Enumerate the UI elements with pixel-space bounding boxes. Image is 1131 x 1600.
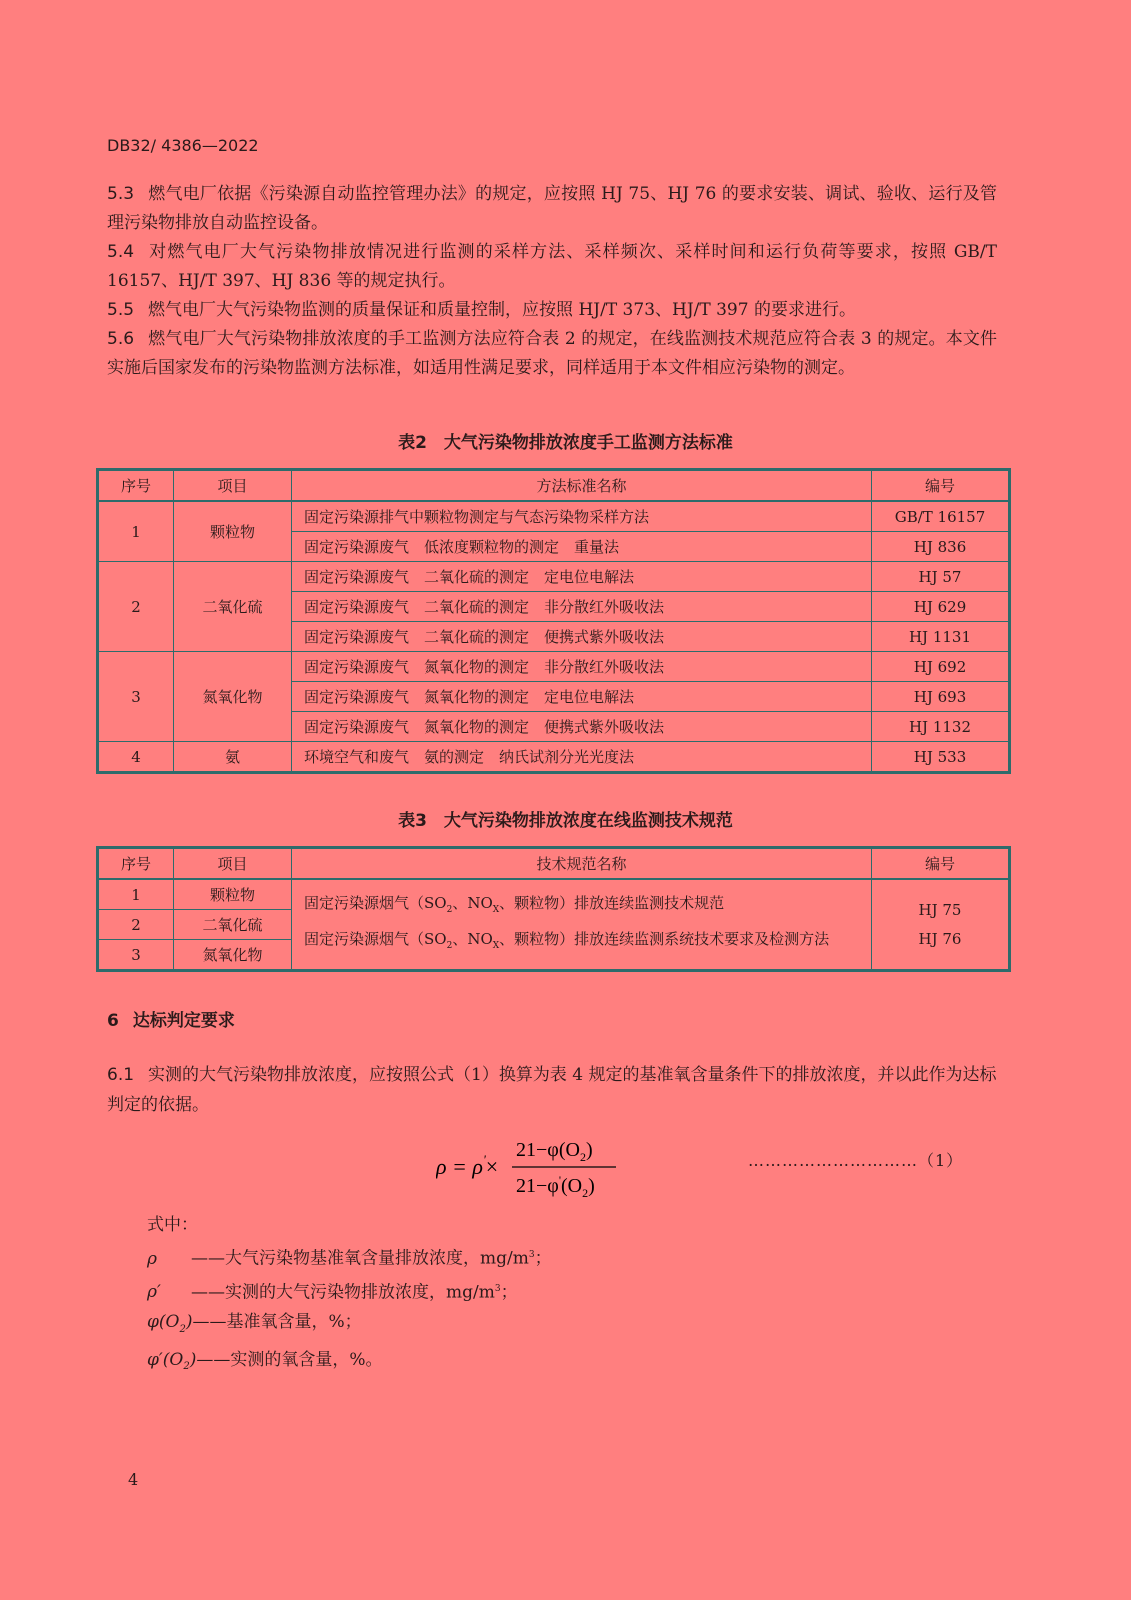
row-item: 二氧化硫 xyxy=(174,910,292,940)
spec-name-1: 固定污染源烟气（$SO_2$、$NO_X$、颗粒物）排放连续监测技术规范 xyxy=(304,893,725,915)
spec-name-2: 固定污染源烟气（$SO_2$、$NO_X$、颗粒物）排放连续监测系统技术要求及检测方法 xyxy=(304,929,830,951)
row-no: 1 xyxy=(98,879,174,910)
row-method: 固定污染源废气 氮氧化物的测定 定电位电解法 xyxy=(292,682,872,712)
row-method: 固定污染源废气 氮氧化物的测定 非分散红外吸收法 xyxy=(292,652,872,682)
row-method: 环境空气和废气 氨的测定 纳氏试剂分光光度法 xyxy=(292,742,872,773)
row-code: HJ 836 xyxy=(872,532,1010,562)
where-label: 式中： xyxy=(147,1215,198,1235)
row-item: 氮氧化物 xyxy=(174,652,292,742)
clauses xyxy=(107,180,997,383)
table-row xyxy=(98,652,1010,682)
definition-rho-prime: ρ′ ——实测的大气污染物排放浓度，$mg/m^3$； xyxy=(147,1282,518,1303)
col-header-code: 编号 xyxy=(872,848,1010,880)
row-method: 固定污染源排气中颗粒物测定与气态污染物采样方法 xyxy=(292,501,872,532)
row-no: 3 xyxy=(98,652,174,742)
row-code: HJ 693 xyxy=(872,682,1010,712)
col-header-no: 序号 xyxy=(98,848,174,880)
section-6-heading: 6 达标判定要求 xyxy=(107,1011,235,1031)
row-item: 颗粒物 xyxy=(174,501,292,562)
row-method: 固定污染源废气 二氧化硫的测定 定电位电解法 xyxy=(292,562,872,592)
col-header-item: 项目 xyxy=(174,848,292,880)
col-header-code: 编号 xyxy=(872,470,1010,502)
row-code: HJ 1131 xyxy=(872,622,1010,652)
row-code: HJ 1132 xyxy=(872,712,1010,742)
spec-codes xyxy=(872,879,1010,971)
formula-definitions xyxy=(147,1210,552,1382)
row-code: GB/T 16157 xyxy=(872,501,1010,532)
clause-5-4: 5.4 对燃气电厂大气污染物排放情况进行监测的采样方法、采样频次、采样时间和运行负荷等要求，按照 GB/T 16157、HJ/T 397、HJ 836 等的规定执行。 xyxy=(107,242,997,291)
row-item: 氮氧化物 xyxy=(174,940,292,971)
row-code: HJ 533 xyxy=(872,742,1010,773)
col-header-spec: 技术规范名称 xyxy=(292,848,872,880)
row-no: 1 xyxy=(98,501,174,562)
table-row xyxy=(98,501,1010,532)
row-no: 3 xyxy=(98,940,174,971)
row-code: HJ 629 xyxy=(872,592,1010,622)
formula-number: …………………………（1） xyxy=(748,1151,964,1170)
clause-5-3: 5.3 燃气电厂依据《污染源自动监控管理办法》的规定，应按照 HJ 75、HJ 76 的要求安装、调试、验收、运行及管理污染物排放自动监控设备。 xyxy=(107,184,997,233)
definition-phi-prime: $\varphi'(O_2)——$实测的氧含量，%。 xyxy=(147,1349,383,1373)
definition-phi: $\varphi(O_2)——$基准氧含量，%； xyxy=(147,1312,362,1335)
spec-code-2: HJ 76 xyxy=(918,929,962,948)
table2-caption: 表2 大气污染物排放浓度手工监测方法标准 xyxy=(398,433,733,453)
row-no: 2 xyxy=(98,562,174,652)
row-method: 固定污染源废气 二氧化硫的测定 便携式紫外吸收法 xyxy=(292,622,872,652)
document-code: DB32/ 4386—2022 xyxy=(107,136,259,155)
formula-1 xyxy=(436,1128,636,1200)
formula-denominator: $21-\varphi'(O_2)$ xyxy=(516,1173,595,1200)
formula-numerator: $21-\varphi(O_2)$ xyxy=(516,1139,593,1164)
col-header-item: 项目 xyxy=(174,470,292,502)
table2-header-row xyxy=(98,470,1010,502)
table-row xyxy=(98,562,1010,592)
formula-lhs: ρ = ρ'× xyxy=(436,1152,499,1179)
spec-code-1: HJ 75 xyxy=(918,900,962,919)
row-code: HJ 57 xyxy=(872,562,1010,592)
table2 xyxy=(96,468,1011,774)
table-row xyxy=(98,879,1010,910)
definition-rho: ρ ——大气污染物基准氧含量排放浓度，$mg/m^3$； xyxy=(147,1248,552,1269)
spec-names xyxy=(292,879,872,971)
row-item: 二氧化硫 xyxy=(174,562,292,652)
page-number: 4 xyxy=(128,1470,139,1489)
row-method: 固定污染源废气 氮氧化物的测定 便携式紫外吸收法 xyxy=(292,712,872,742)
col-header-method: 方法标准名称 xyxy=(292,470,872,502)
table3-header-row xyxy=(98,848,1010,880)
table3 xyxy=(96,846,1011,972)
clause-6-1: 6.1 实测的大气污染物排放浓度，应按照公式（1）换算为表 4 规定的基准氧含量条件下的排放浓度，并以此作为达标判定的依据。 xyxy=(107,1065,997,1115)
row-no: 2 xyxy=(98,910,174,940)
row-method: 固定污染源废气 二氧化硫的测定 非分散红外吸收法 xyxy=(292,592,872,622)
clause-5-5: 5.5 燃气电厂大气污染物监测的质量保证和质量控制，应按照 HJ/T 373、HJ/T 397 的要求进行。 xyxy=(107,300,856,320)
row-code: HJ 692 xyxy=(872,652,1010,682)
table-row xyxy=(98,742,1010,773)
row-item: 氨 xyxy=(174,742,292,773)
table3-caption: 表3 大气污染物排放浓度在线监测技术规范 xyxy=(398,811,733,831)
row-item: 颗粒物 xyxy=(174,879,292,910)
clause-5-6: 5.6 燃气电厂大气污染物排放浓度的手工监测方法应符合表 2 的规定，在线监测技术规范应符合表 3 的规定。本文件实施后国家发布的污染物监测方法标准，如适用性满足要求，同样适用于本文件相应污染物的测定。 xyxy=(107,329,997,378)
row-no: 4 xyxy=(98,742,174,773)
row-method: 固定污染源废气 低浓度颗粒物的测定 重量法 xyxy=(292,532,872,562)
col-header-no: 序号 xyxy=(98,470,174,502)
